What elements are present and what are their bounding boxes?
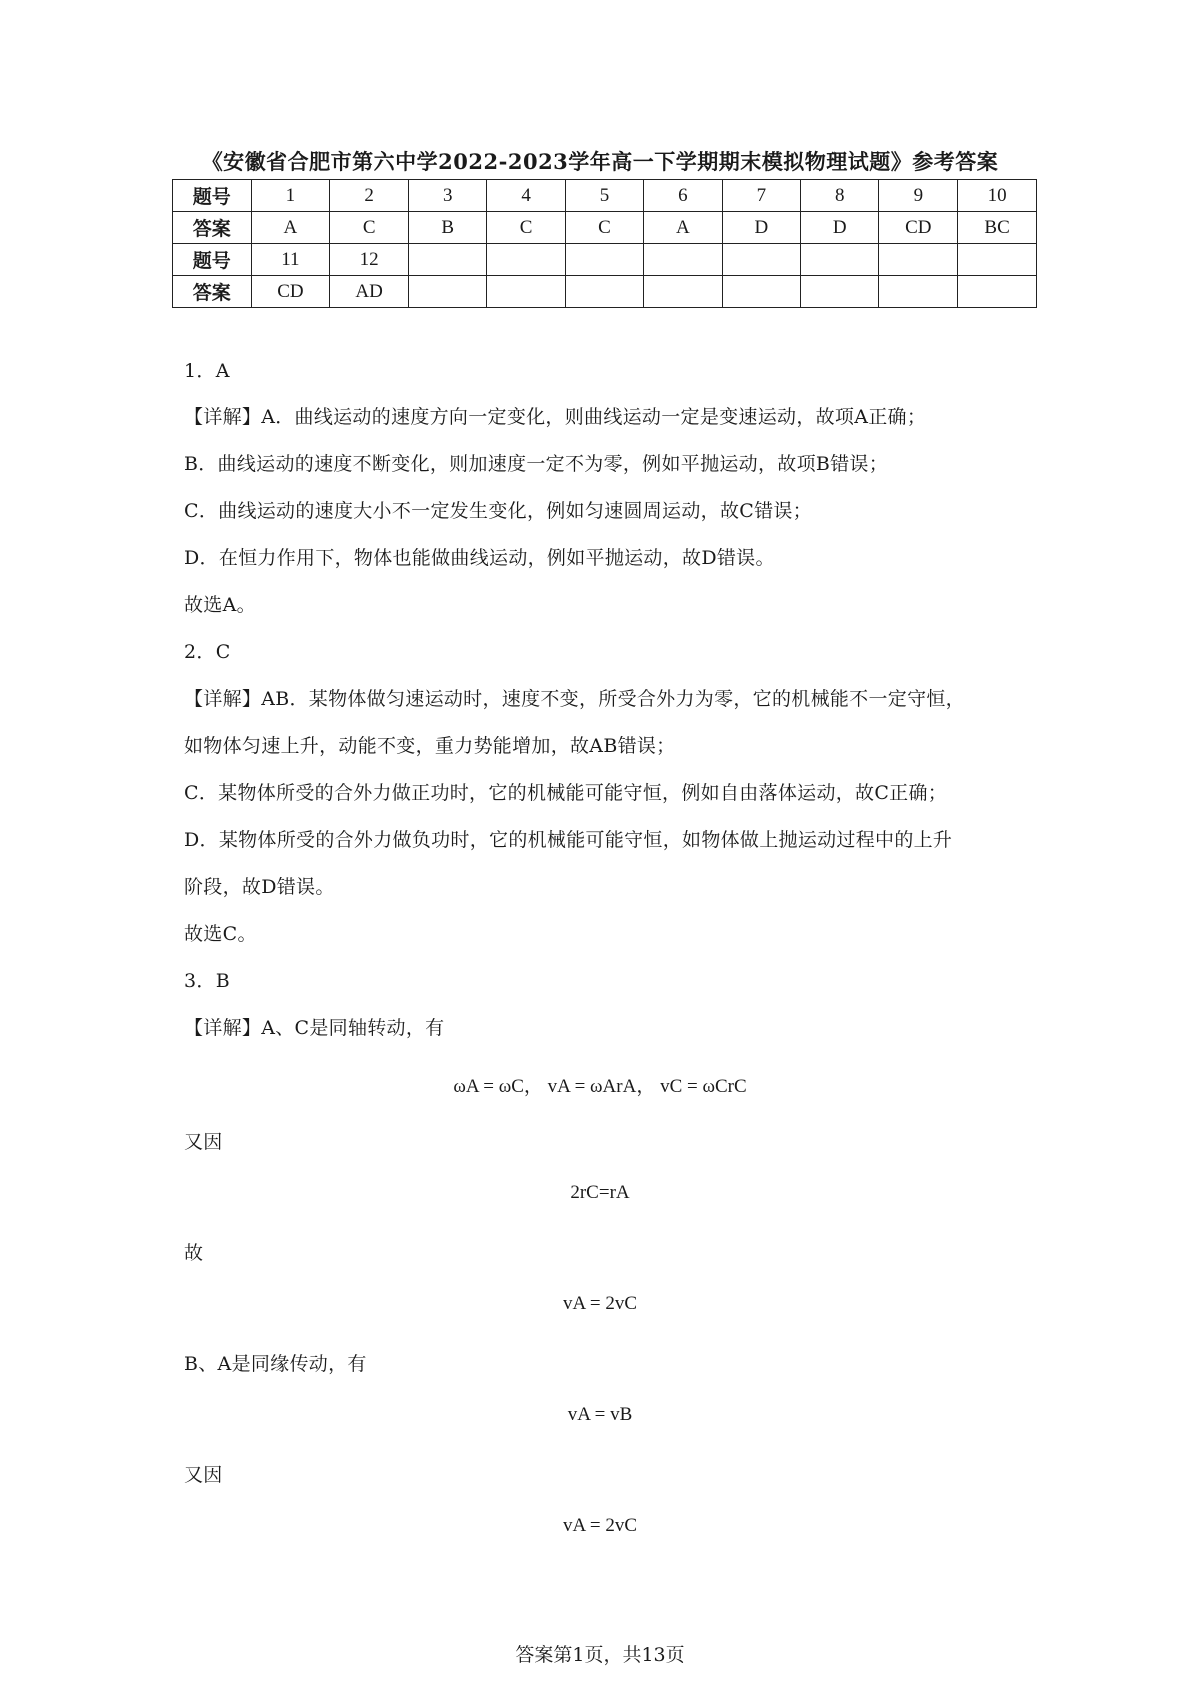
answer-table-header-cell: 答案 (173, 212, 252, 244)
answer-table-cell: 9 (879, 180, 958, 212)
answer-table-cell (487, 244, 565, 276)
q3-equation-1-text: ωA = ωC， vA = ωArA， vC = ωCrC (453, 1076, 747, 1097)
answer-table-header-cell: 题号 (173, 180, 252, 212)
answer-table-cell: A (251, 212, 330, 244)
answer-table-cell (409, 244, 487, 276)
answer-table-cell (644, 244, 722, 276)
q2-answer: 2．C (184, 641, 231, 663)
answer-table-row (173, 180, 1037, 212)
q3-detail-intro (184, 1013, 444, 1040)
q3-same-edge: B、A是同缘传动，有 (184, 1353, 367, 1375)
q2-detail-ab: 【详解】AB．某物体做匀速运动时，速度不变，所受合外力为零，它的机械能不一定守恒， (184, 688, 965, 710)
q3-answer: 3．B (184, 970, 230, 992)
answer-table-cell: D (722, 212, 800, 244)
q2-detail-c: C．某物体所受的合外力做正功时，它的机械能可能守恒，例如自由落体运动，故C正确； (184, 782, 948, 804)
page-footer: 答案第1页，共13页 (515, 1644, 685, 1666)
q3-equation-2-text: 2rC=rA (570, 1182, 630, 1203)
q3-therefore: 故 (184, 1242, 204, 1264)
answer-table-cell: C (330, 212, 409, 244)
q1-detail-d: D．在恒力作用下，物体也能做曲线运动，例如平抛运动，故D错误。 (184, 547, 775, 569)
q2-detail-d-cont: 阶段，故D错误。 (184, 876, 335, 898)
q3-equation-5-text: vA = 2vC (562, 1515, 638, 1536)
answer-table-cell: 11 (251, 244, 330, 276)
answer-table-cell (565, 276, 643, 308)
answer-table-cell: B (409, 212, 487, 244)
answer-table-cell: 8 (801, 180, 879, 212)
answer-table-cell: 3 (409, 180, 487, 212)
answer-table-cell (565, 244, 643, 276)
q3-equation-1 (0, 1071, 1200, 1098)
answer-table-cell: 7 (722, 180, 800, 212)
q3-equation-3-text: vA = 2vC (562, 1293, 638, 1314)
answer-table-cell (644, 276, 722, 308)
answer-table-row (173, 212, 1037, 244)
q2-conclusion: 故选C。 (184, 923, 257, 945)
answer-table-cell: 4 (487, 180, 565, 212)
answer-table-cell (409, 276, 487, 308)
answer-table-row (173, 276, 1037, 308)
answer-table-cell: 5 (565, 180, 643, 212)
q3-detail-text: A、C是同轴转动，有 (261, 1017, 445, 1039)
answer-table-cell: 1 (251, 180, 330, 212)
answer-table-cell (801, 244, 879, 276)
q3-also-because-1: 又因 (184, 1131, 223, 1153)
answer-table-header-cell: 答案 (173, 276, 252, 308)
document-title: 《安徽省合肥市第六中学2022-2023学年高一下学期期末模拟物理试题》参考答案 (201, 149, 999, 174)
q3-equation-5 (0, 1515, 1200, 1537)
answer-table-cell (879, 244, 958, 276)
answer-table-cell: CD (879, 212, 958, 244)
answer-table-cell (879, 276, 958, 308)
q1-answer: 1．A (184, 360, 230, 382)
answer-table-cell: 12 (330, 244, 409, 276)
answer-table-cell: AD (330, 276, 409, 308)
answer-table-cell (722, 276, 800, 308)
answer-table-cell (801, 276, 879, 308)
answer-table-cell: A (644, 212, 722, 244)
answer-table-cell: 10 (958, 180, 1037, 212)
answer-table-cell (487, 276, 565, 308)
q2-detail-ab-cont: 如物体匀速上升，动能不变，重力势能增加，故AB错误； (184, 735, 676, 757)
q3-equation-3 (0, 1293, 1200, 1315)
answer-table-cell: 6 (644, 180, 722, 212)
q3-equation-2 (0, 1182, 1200, 1204)
answer-table-cell: C (487, 212, 565, 244)
answer-table-cell: D (801, 212, 879, 244)
answer-table-cell (722, 244, 800, 276)
q1-detail-c: C．曲线运动的速度大小不一定发生变化，例如匀速圆周运动，故C错误； (184, 500, 812, 522)
q1-conclusion: 故选A。 (184, 594, 256, 616)
answer-table-header-cell: 题号 (173, 244, 252, 276)
answer-table-cell: CD (251, 276, 330, 308)
q3-equation-4 (0, 1404, 1200, 1426)
q1-detail-b: B．曲线运动的速度不断变化，则加速度一定不为零，例如平抛运动，故项B错误； (184, 453, 889, 475)
answer-table-cell: C (565, 212, 643, 244)
answer-table-cell: 2 (330, 180, 409, 212)
q3-also-because-2: 又因 (184, 1464, 223, 1486)
answer-table-cell (958, 244, 1037, 276)
answer-table-row (173, 244, 1037, 276)
q1-detail-a: 【详解】A．曲线运动的速度方向一定变化，则曲线运动一定是变速运动，故项A正确； (184, 406, 927, 428)
q2-detail-d: D．某物体所受的合外力做负功时，它的机械能可能守恒，如物体做上抛运动过程中的上升 (184, 829, 953, 851)
answer-table (172, 179, 1037, 308)
q3-equation-4-text: vA = vB (567, 1404, 633, 1425)
answer-table-cell: BC (958, 212, 1037, 244)
answer-table-cell (958, 276, 1037, 308)
q3-detail-prefix: 【详解】 (184, 1017, 262, 1039)
